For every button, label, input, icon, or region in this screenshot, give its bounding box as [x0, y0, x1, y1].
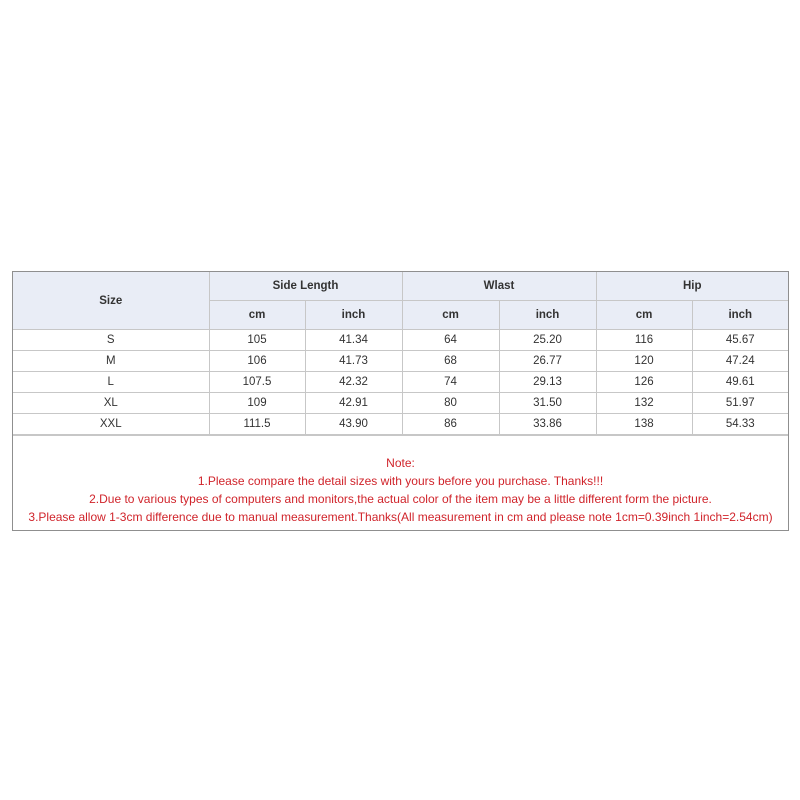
table-cell: 29.13	[499, 372, 596, 393]
table-cell: 49.61	[692, 372, 788, 393]
group-header-hip: Hip	[596, 272, 788, 301]
table-cell: 43.90	[305, 414, 402, 435]
table-cell: 47.24	[692, 351, 788, 372]
table-cell: 132	[596, 393, 692, 414]
table-cell: 51.97	[692, 393, 788, 414]
group-header-side-length: Side Length	[209, 272, 402, 301]
note-line-2: 2.Due to various types of computers and monitors,the actual color of the item may be a little different form the picture.	[89, 492, 712, 506]
table-cell: 25.20	[499, 330, 596, 351]
table-cell: 33.86	[499, 414, 596, 435]
group-header-waist: Wlast	[402, 272, 596, 301]
table-row	[13, 393, 788, 414]
header-row-groups	[13, 272, 788, 301]
table-cell: 109	[209, 393, 305, 414]
table-cell: 54.33	[692, 414, 788, 435]
table-cell: 68	[402, 351, 499, 372]
table-cell: 42.91	[305, 393, 402, 414]
unit-header: inch	[305, 301, 402, 330]
table-cell: 41.34	[305, 330, 402, 351]
unit-header: cm	[596, 301, 692, 330]
table-row	[13, 414, 788, 435]
table-cell: 126	[596, 372, 692, 393]
table-cell: 107.5	[209, 372, 305, 393]
table-cell: 74	[402, 372, 499, 393]
table-cell: 42.32	[305, 372, 402, 393]
table-row	[13, 351, 788, 372]
size-cell: L	[13, 372, 209, 393]
table-cell: 26.77	[499, 351, 596, 372]
unit-header: inch	[692, 301, 788, 330]
notes-section	[13, 435, 788, 530]
note-title: Note:	[386, 456, 415, 470]
size-cell: XXL	[13, 414, 209, 435]
table-cell: 41.73	[305, 351, 402, 372]
table-cell: 45.67	[692, 330, 788, 351]
note-line-1: 1.Please compare the detail sizes with yours before you purchase. Thanks!!!	[197, 474, 604, 488]
table-cell: 64	[402, 330, 499, 351]
table-cell: 106	[209, 351, 305, 372]
size-cell: XL	[13, 393, 209, 414]
size-cell: S	[13, 330, 209, 351]
size-cell: M	[13, 351, 209, 372]
table-row	[13, 372, 788, 393]
table-cell: 105	[209, 330, 305, 351]
unit-header: cm	[209, 301, 305, 330]
size-table	[13, 272, 788, 435]
table-cell: 111.5	[209, 414, 305, 435]
table-cell: 86	[402, 414, 499, 435]
size-header: Size	[13, 272, 209, 330]
table-row	[13, 330, 788, 351]
unit-header: cm	[402, 301, 499, 330]
table-cell: 116	[596, 330, 692, 351]
table-cell: 80	[402, 393, 499, 414]
table-cell: 31.50	[499, 393, 596, 414]
note-line-3: 3.Please allow 1-3cm difference due to manual measurement.Thanks(All measurement in cm and please note 1cm=0.39inch 1inch=2.54cm)	[28, 510, 773, 524]
unit-header: inch	[499, 301, 596, 330]
table-cell: 138	[596, 414, 692, 435]
table-cell: 120	[596, 351, 692, 372]
size-chart	[12, 271, 789, 531]
